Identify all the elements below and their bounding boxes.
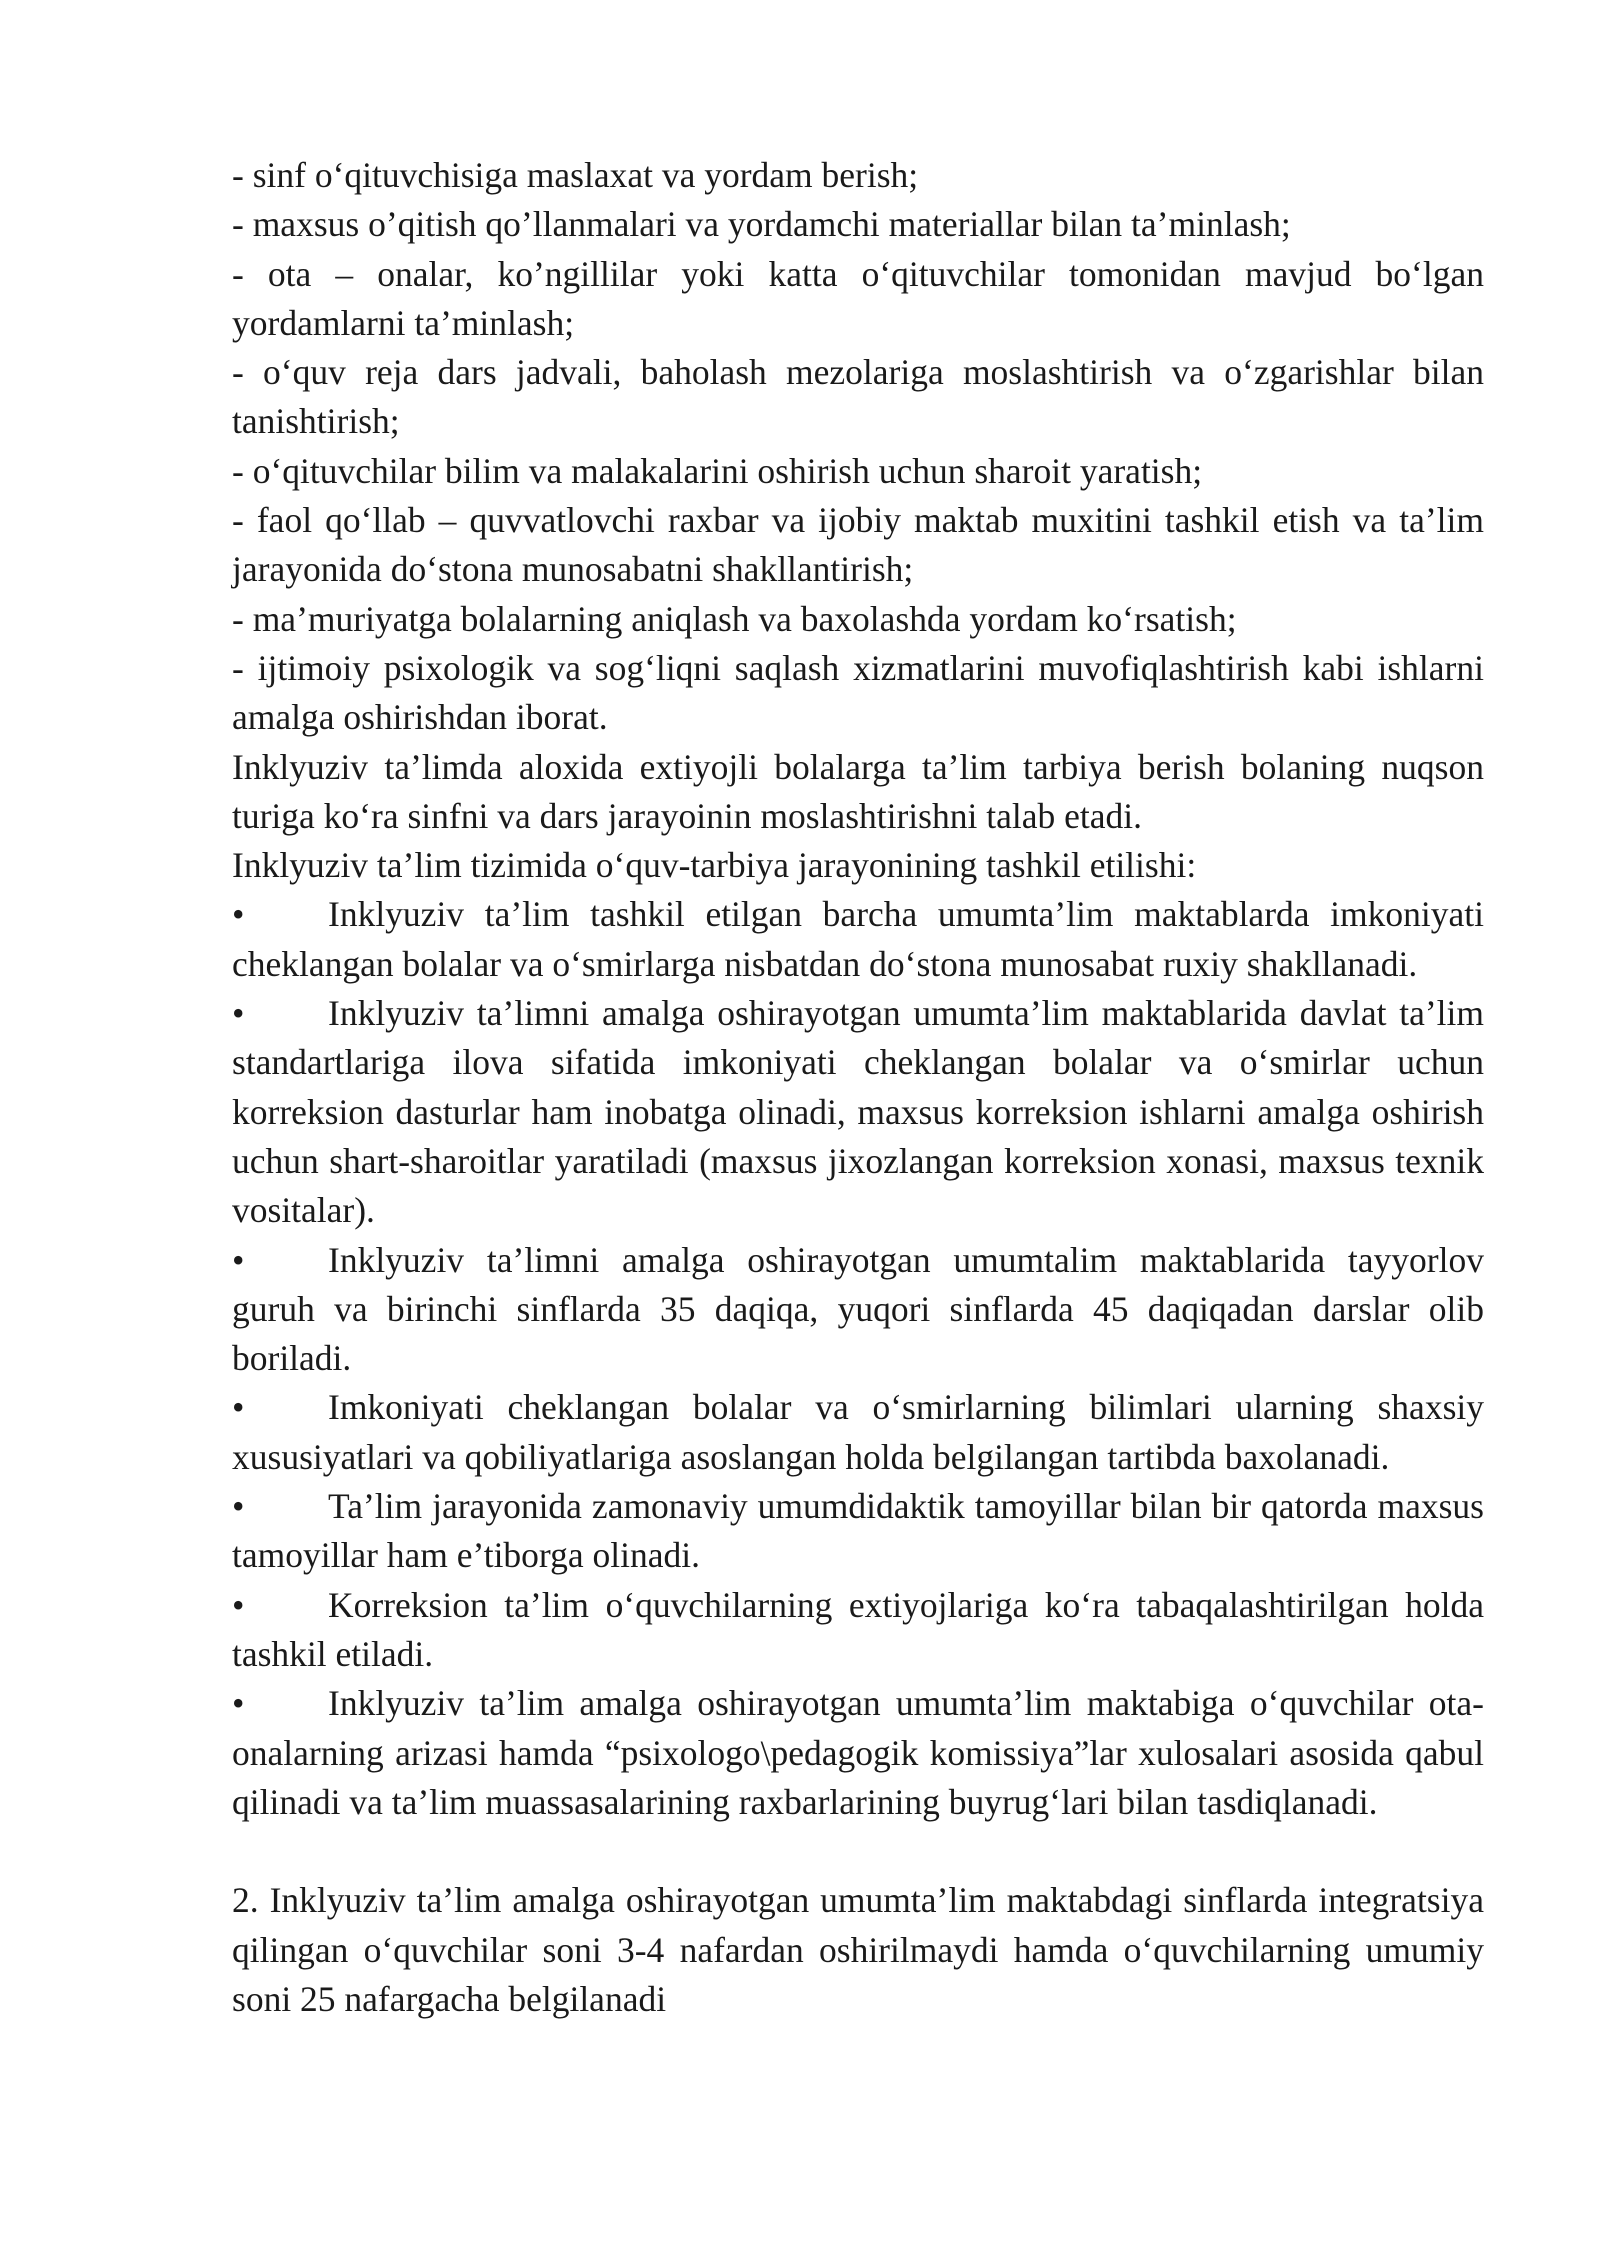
- bullet-text: Inklyuziv ta’lim tashkil etilgan barcha umumta’lim maktablarda imkoniyati cheklangan bolalar va o‘smirlarga nisbatdan do‘stona munosabat ruxiy shakllanadi.: [232, 894, 1484, 984]
- paragraph-inclusive-needs: Inklyuziv ta’limda aloxida extiyojli bolalarga ta’lim tarbiya berish bolaning nuqson turiga ko‘ra sinfni va dars jarayoinin moslashtirishni talab etadi.: [232, 746, 1484, 836]
- bullet-item: [232, 1383, 1484, 1482]
- paragraph-integration-limit: 2. Inklyuziv ta’lim amalga oshirayotgan umumta’lim maktabdagi sinflarda integratsiya qilingan o‘quvchilar soni 3-4 nafardan oshirilmaydi hamda o‘quvchilarning umumiy soni 25 nafargacha belgilanadi: [232, 1880, 1484, 2019]
- bullet-symbol: •: [232, 1683, 245, 1724]
- list-item-curriculum: - o‘quv reja dars jadvali, baholash mezolariga moslashtirish va o‘zgarishlar bilan tanishtirish;: [232, 352, 1484, 442]
- bullet-item: [232, 1581, 1484, 1680]
- bullet-item: [232, 1679, 1484, 1827]
- bullet-item: [232, 890, 1484, 989]
- bullet-item: [232, 1482, 1484, 1581]
- bullet-symbol: •: [232, 1387, 245, 1428]
- bullet-symbol: •: [232, 1239, 245, 1280]
- bullet-text: Ta’lim jarayonida zamonaviy umumdidaktik tamoyillar bilan bir qatorda maxsus tamoyillar ham e’tiborga olinadi.: [232, 1486, 1484, 1576]
- bullet-text: Korreksion ta’lim o‘quvchilarning extiyojlariga ko‘ra tabaqalashtirilgan holda tashkil etiladi.: [232, 1584, 1484, 1674]
- document-page: [232, 151, 1484, 2024]
- bullet-symbol: •: [232, 993, 245, 1034]
- list-item-parents-support: - ota – onalar, ko’ngillilar yoki katta o‘qituvchilar tomonidan mavjud bo‘lgan yordamlarni ta’minlash;: [232, 253, 1484, 343]
- spacer: [232, 1827, 1484, 1876]
- list-item-psychological-services: - ijtimoiy psixologik va sog‘liqni saqlash xizmatlarini muvofiqlashtirish kabi ishlarni amalga oshirishdan iborat.: [232, 647, 1484, 738]
- bullet-item: [232, 1236, 1484, 1384]
- bullet-text: Inklyuziv ta’lim amalga oshirayotgan umumta’lim maktabiga o‘quvchilar ota- onalarning arizasi hamda “psixologo\pedagogik komissiya”lar xulosalari asosida qabul qilinadi va ta’lim muassasalarining raxbarlarining buyrug‘lari bilan tasdiqlanadi.: [232, 1683, 1484, 1822]
- bullet-text: Inklyuziv ta’limni amalga oshirayotgan umumta’lim maktablarida davlat ta’lim standartlariga ilova sifatida imkoniyati cheklangan bolalar va o‘smirlar uchun korreksion dasturlar ham inobatga olinadi, maxsus korreksion ishlarni amalga oshirish uchun shart-sharoitlar yaratiladi (maxsus jixozlangan korreksion xonasi, maxsus texnik vositalar).: [232, 993, 1484, 1231]
- list-item-teacher-skills: - o‘qituvchilar bilim va malakalarini oshirish uchun sharoit yaratish;: [232, 450, 1203, 491]
- bullet-text: Imkoniyati cheklangan bolalar va o‘smirlarning bilimlari ularning shaxsiy xususiyatlari va qobiliyatlariga asoslangan holda belgilangan tartibda baxolanadi.: [232, 1387, 1484, 1477]
- bullet-text: Inklyuziv ta’limni amalga oshirayotgan umumtalim maktablarida tayyorlov guruh va birinchi sinflarda 35 daqiqa, yuqori sinflarda 45 daqiqadan darslar olib boriladi.: [232, 1239, 1484, 1379]
- bullet-symbol: •: [232, 1584, 245, 1625]
- list-item-materials: - maxsus o’qitish qo’llanmalari va yordamchi materiallar bilan ta’minlash;: [232, 204, 1291, 245]
- bullet-symbol: •: [232, 894, 245, 935]
- bullet-symbol: •: [232, 1486, 245, 1527]
- list-item-advice: - sinf o‘qituvchisiga maslaxat va yordam berish;: [232, 155, 919, 195]
- bullet-item: [232, 989, 1484, 1235]
- list-item-school-environment: - faol qo‘llab – quvvatlovchi raxbar va ijobiy maktab muxitini tashkil etish va ta’lim jarayonida do‘stona munosabatni shakllantirish;: [232, 500, 1484, 590]
- paragraph-organization-heading: Inklyuziv ta’lim tizimida o‘quv-tarbiya jarayonining tashkil etilishi:: [232, 845, 1197, 886]
- list-item-administration: - ma’muriyatga bolalarning aniqlash va baxolashda yordam ko‘rsatish;: [232, 598, 1237, 639]
